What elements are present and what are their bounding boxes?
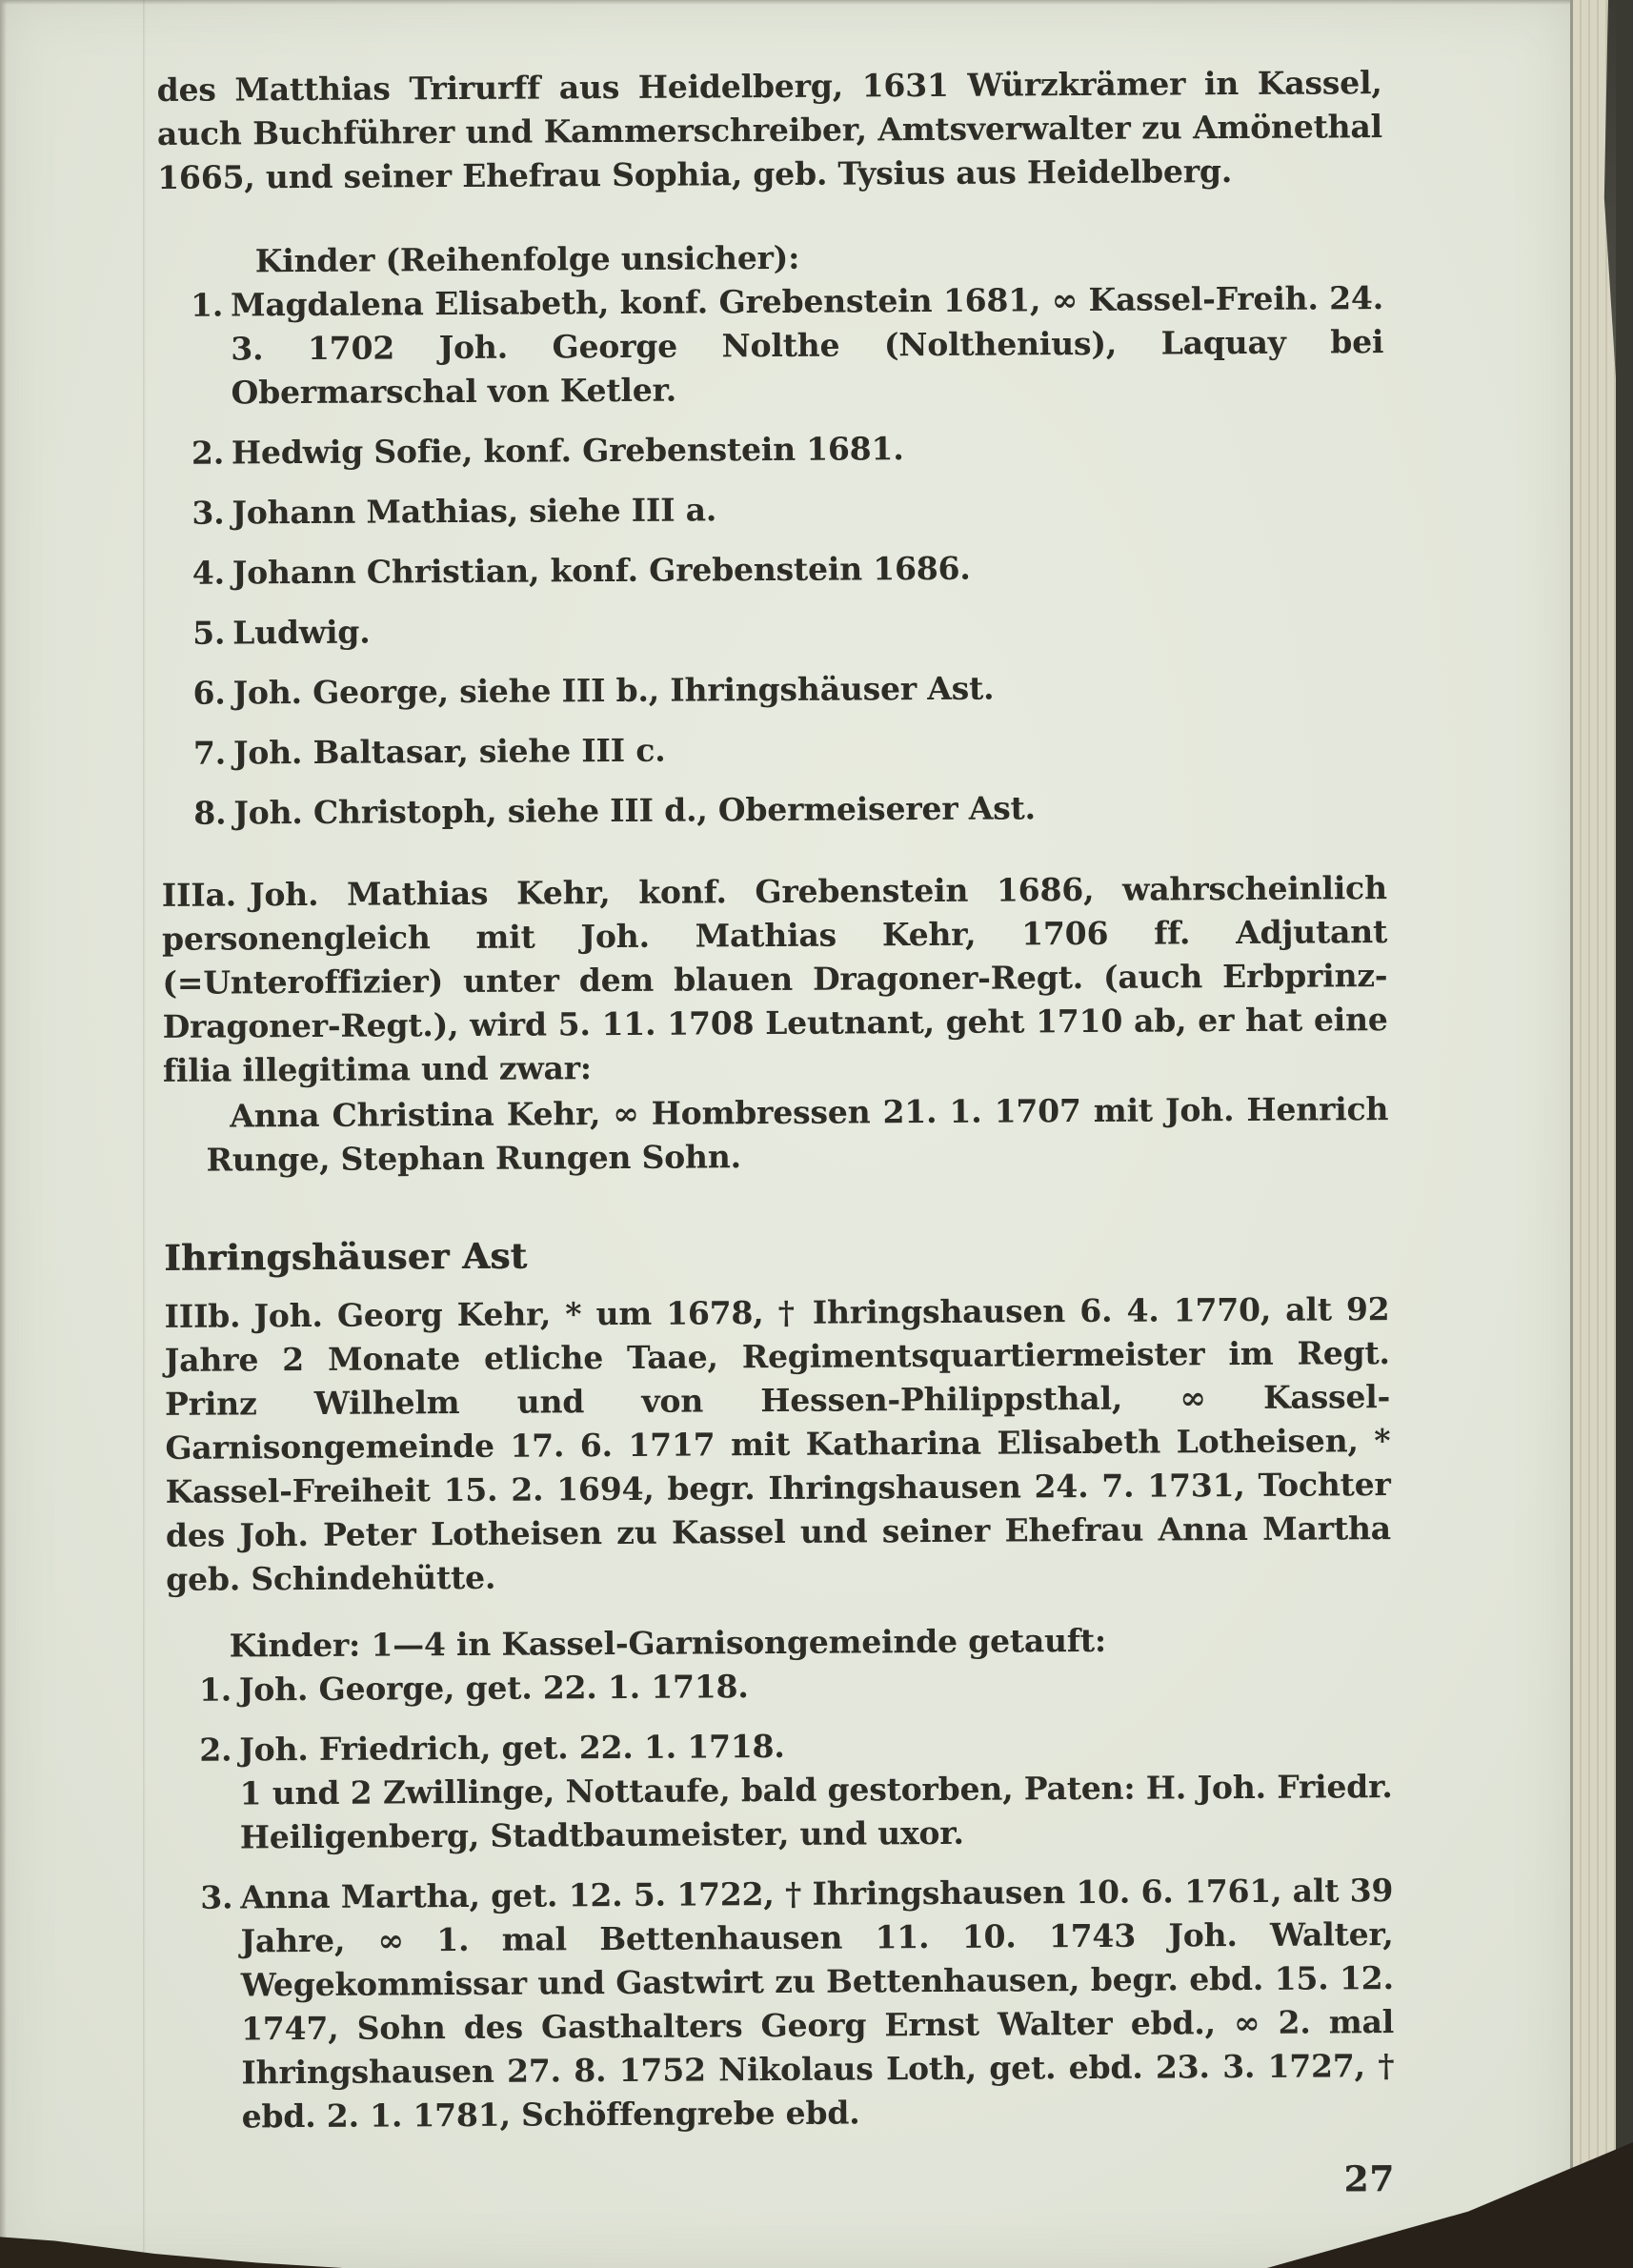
paper-left-edge xyxy=(0,0,7,2268)
list-item xyxy=(168,1869,1395,2139)
paper-top-edge xyxy=(0,0,1570,5)
page-number: 27 xyxy=(1343,2157,1396,2200)
section-text: Joh. Mathias Kehr, konf. Grebenstein 1686, wahrscheinlich personengleich mit Joh. Mathias Kehr, 1706 ff. Adjutant (=Unteroffizier) unter dem blauen Dragoner-Regt. (auch Erbprinz-Dragoner-Regt.), wird 5. 11. 1708 Leutnant, geht 1710 ab, er hat eine filia illegitima und zwar: xyxy=(161,869,1388,1089)
children-caption-1: Kinder (Reihenfolge unsicher): xyxy=(254,238,800,280)
list-item-text: Joh. Baltasar, siehe III c. xyxy=(232,731,666,772)
section-label: IIIb. xyxy=(164,1297,241,1335)
list-item xyxy=(167,1661,1392,1712)
children-list-1 xyxy=(158,276,1387,836)
section-text: Joh. Georg Kehr, * um 1678, † Ihringshausen 6. 4. 1770, alt 92 Jahre 2 Monate etliche Taae, Regimentsquartiermeister im Regt. Prinz Wilhelm und von Hessen-Philippsthal, ∞ Kassel-Garnisongemeinde 17. 6. 1717 mit Katharina Elisabeth Lotheisen, * Kassel-Freiheit 15. 2. 1694, begr. Ihringshausen 24. 7. 1731, Tochter des Joh. Peter Lotheisen zu Kassel und seiner Ehefrau Anna Martha geb. Schindehütte. xyxy=(164,1290,1392,1598)
list-item-text: Joh. George, get. 22. 1. 1718. xyxy=(238,1668,749,1709)
list-item-number: 6. xyxy=(192,674,226,712)
list-item-number: 3. xyxy=(192,494,225,532)
children-caption-2: Kinder: 1—4 in Kassel-Garnisongemeinde getauft: xyxy=(229,1621,1107,1665)
branch-heading: Ihringshäuser Ast xyxy=(164,1234,528,1279)
list-item-number: 2. xyxy=(191,434,225,472)
list-item xyxy=(159,484,1384,536)
list-item xyxy=(167,1721,1393,1860)
list-item-text: Joh. Friedrich, get. 22. 1. 1718. xyxy=(239,1727,785,1769)
list-item xyxy=(161,784,1386,836)
list-item-number: 8. xyxy=(193,794,227,832)
section-label: IIIa. xyxy=(161,876,237,914)
list-item-number: 1. xyxy=(190,286,224,324)
page-text-block xyxy=(157,61,1396,2208)
list-item xyxy=(160,544,1385,596)
paragraph-IIIa xyxy=(162,866,1388,1093)
list-item-text: Anna Martha, get. 12. 5. 1722, † Ihringshausen 10. 6. 1761, alt 39 Jahre, ∞ 1. mal Bettenhausen 11. 10. 1743 Joh. Walter, Wegekommissar und Gastwirt zu Bettenhausen, begr. ebd. 15. 12. 1747, Sohn des Gasthalters Georg Ernst Walter ebd., ∞ 2. mal Ihringshausen 27. 8. 1752 Nikolaus Loth, get. ebd. 23. 3. 1727, † ebd. 2. 1. 1781, Schöffengrebe ebd. xyxy=(240,1872,1395,2136)
paragraph-intro: des Matthias Trirurff aus Heidelberg, 1631 Würzkrämer in Kassel, auch Buchführer und Kammerschreiber, Amtsverwalter zu Amönethal 1665, und seiner Ehefrau Sophia, geb. Tysius aus Heidelberg. xyxy=(156,64,1383,196)
list-item-number: 4. xyxy=(192,554,225,592)
list-item-number: 3. xyxy=(200,1878,233,1916)
list-item xyxy=(160,664,1385,716)
list-item-number: 5. xyxy=(192,614,226,652)
list-item-text: Joh. George, siehe III b., Ihringshäuser Ast. xyxy=(232,669,995,712)
list-item xyxy=(158,276,1384,415)
page-fold-line xyxy=(143,0,146,2268)
IIIa-child-note: Anna Christina Kehr, ∞ Hombressen 21. 1. 1707 mit Joh. Henrich Runge, Stephan Rungen Sohn. xyxy=(206,1090,1389,1179)
list-item xyxy=(160,604,1385,656)
list-item-number: 7. xyxy=(192,734,227,772)
list-item-note: 1 und 2 Zwillinge, Nottaufe, bald gestorben, Paten: H. Joh. Friedr. Heiligenberg, Stadtbaumeister, und uxor. xyxy=(239,1768,1393,1856)
list-item-text: Ludwig. xyxy=(232,613,371,652)
children-list-2 xyxy=(167,1661,1395,2139)
list-item-text: Johann Mathias, siehe III a. xyxy=(232,491,717,532)
list-item-text: Hedwig Sofie, konf. Grebenstein 1681. xyxy=(231,430,904,472)
list-item xyxy=(159,424,1384,476)
book-page-edges xyxy=(1570,0,1619,2268)
book-cover-right xyxy=(1616,0,1633,2268)
list-item-text: Magdalena Elisabeth, konf. Grebenstein 1681, ∞ Kassel-Freih. 24. 3. 1702 Joh. George Nolthe (Nolthenius), Laquay bei Obermarschal von Ketler. xyxy=(230,279,1384,412)
list-item-text: Joh. Christoph, siehe III d., Obermeiserer Ast. xyxy=(233,789,1036,832)
list-item-text: Johann Christian, konf. Grebenstein 1686. xyxy=(232,549,971,592)
list-item-number: 2. xyxy=(199,1731,232,1769)
list-item xyxy=(161,724,1386,776)
paragraph-IIIb xyxy=(164,1287,1391,1602)
list-item-number: 1. xyxy=(198,1671,232,1709)
